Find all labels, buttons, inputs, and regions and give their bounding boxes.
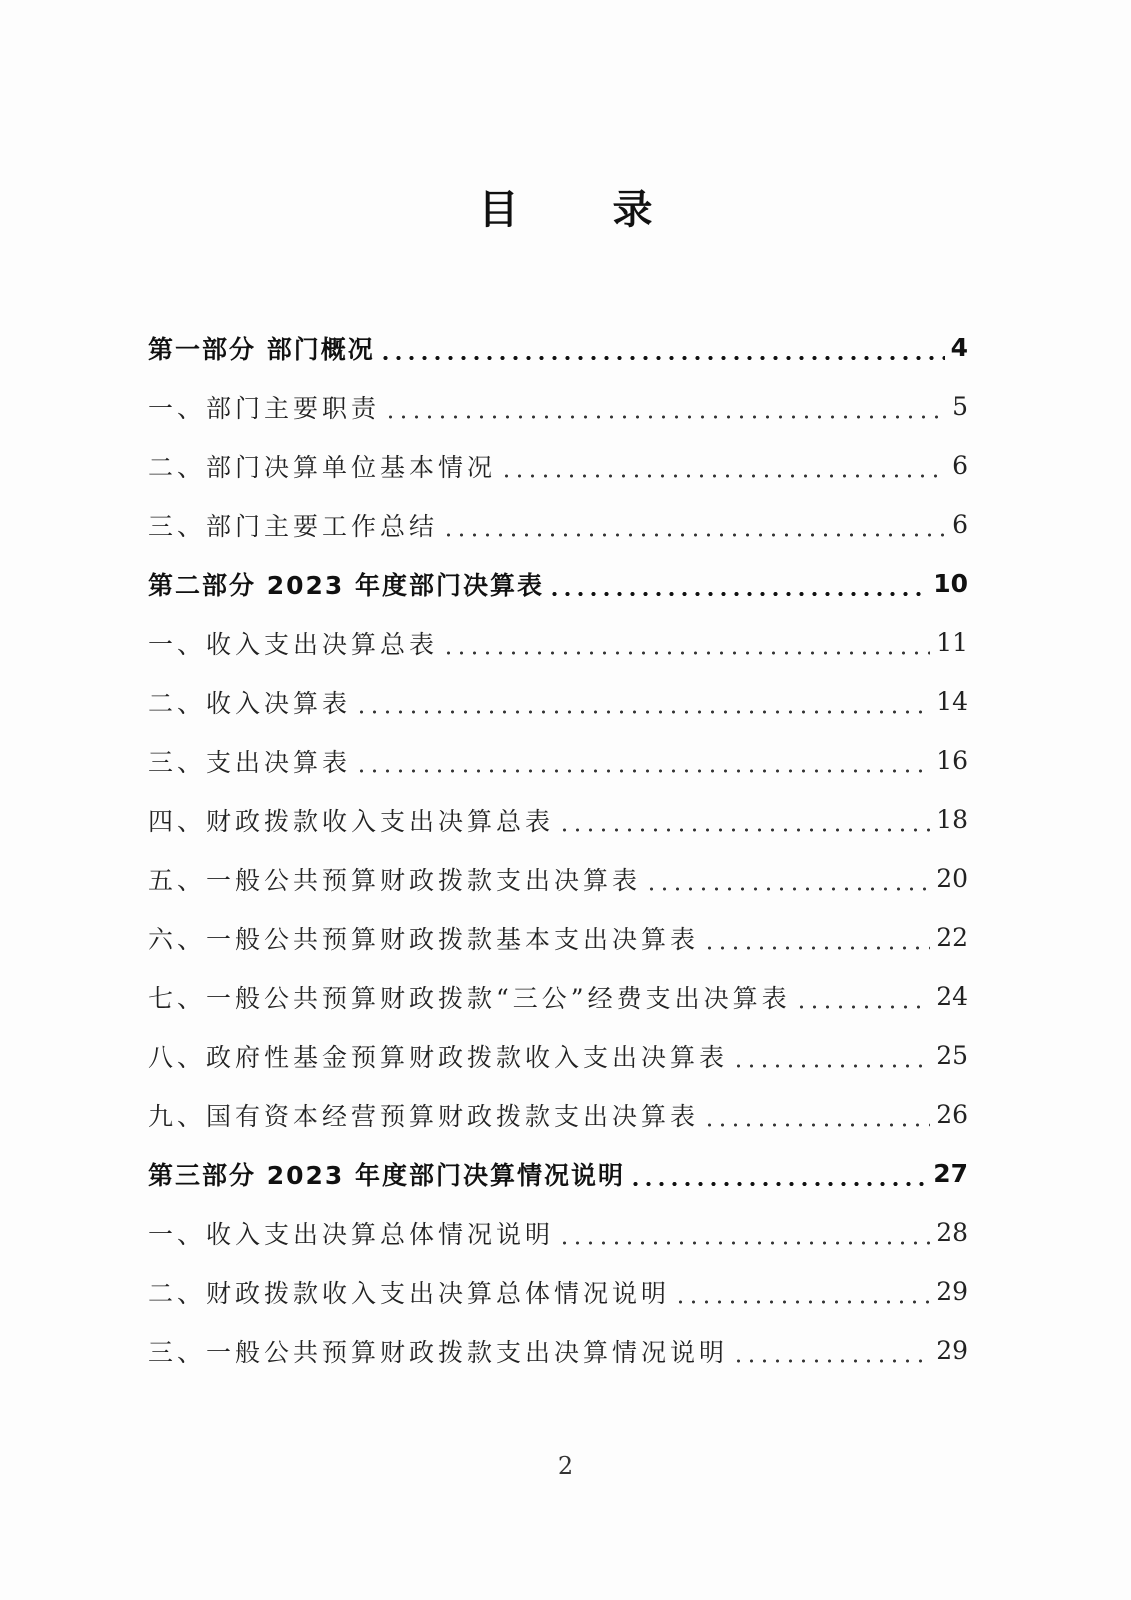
dot-leader <box>732 1358 930 1364</box>
toc-entry-page: 25 <box>936 1041 968 1070</box>
toc-entry-label: 二、收入决算表 <box>148 688 352 718</box>
dot-leader <box>355 768 930 774</box>
toc-part-heading[interactable] <box>148 318 968 377</box>
toc-item[interactable] <box>148 613 968 672</box>
toc-entry-page: 4 <box>950 333 968 362</box>
toc-item[interactable] <box>148 1203 968 1262</box>
dot-leader <box>645 886 930 892</box>
dot-leader <box>674 1299 930 1305</box>
toc-entry-page: 16 <box>936 746 968 775</box>
toc-entry-page: 6 <box>952 510 968 539</box>
toc-entry-page: 24 <box>936 982 968 1011</box>
toc-entry-page: 20 <box>936 864 968 893</box>
dot-leader <box>379 355 945 361</box>
toc-entry-label: 第三部分 2023 年度部门决算情况说明 <box>148 1160 625 1190</box>
dot-leader <box>795 1004 931 1010</box>
toc-entry-label: 一、部门主要职责 <box>148 393 381 423</box>
toc-item[interactable] <box>148 1321 968 1380</box>
toc-entry-label: 第一部分 部门概况 <box>148 334 375 364</box>
toc-item[interactable] <box>148 1085 968 1144</box>
dot-leader <box>355 709 930 715</box>
dot-leader <box>442 532 946 538</box>
toc-entry-label: 二、部门决算单位基本情况 <box>148 452 497 482</box>
toc-item[interactable] <box>148 436 968 495</box>
toc-item[interactable] <box>148 1026 968 1085</box>
toc-entry-label: 三、支出决算表 <box>148 747 352 777</box>
toc-entry-label: 三、部门主要工作总结 <box>148 511 439 541</box>
toc-entry-page: 5 <box>952 392 968 421</box>
toc-entry-page: 14 <box>936 687 968 716</box>
toc-entry-page: 26 <box>936 1100 968 1129</box>
toc-entry-page: 29 <box>936 1277 968 1306</box>
toc-item[interactable] <box>148 731 968 790</box>
toc-item[interactable] <box>148 790 968 849</box>
dot-leader <box>558 827 930 833</box>
toc-item[interactable] <box>148 377 968 436</box>
dot-leader <box>384 414 946 420</box>
dot-leader <box>442 650 930 656</box>
toc-entry-label: 六、一般公共预算财政拨款基本支出决算表 <box>148 924 700 954</box>
toc-item[interactable] <box>148 967 968 1026</box>
toc-entry-page: 28 <box>936 1218 968 1247</box>
dot-leader <box>703 945 930 951</box>
dot-leader <box>703 1122 930 1128</box>
toc-entry-page: 29 <box>936 1336 968 1365</box>
toc-entry-label: 一、收入支出决算总表 <box>148 629 439 659</box>
toc-entry-label: 七、一般公共预算财政拨款“三公”经费支出决算表 <box>148 983 791 1013</box>
toc-item[interactable] <box>148 495 968 554</box>
toc-entry-page: 11 <box>936 628 968 657</box>
dot-leader <box>558 1240 930 1246</box>
toc-item[interactable] <box>148 672 968 731</box>
toc-item[interactable] <box>148 849 968 908</box>
toc-entry-label: 九、国有资本经营预算财政拨款支出决算表 <box>148 1101 700 1131</box>
dot-leader <box>500 473 946 479</box>
toc-entry-label: 第二部分 2023 年度部门决算表 <box>148 570 544 600</box>
toc-entry-label: 八、政府性基金预算财政拨款收入支出决算表 <box>148 1042 729 1072</box>
toc-part-heading[interactable] <box>148 1144 968 1203</box>
dot-leader <box>629 1181 927 1187</box>
toc-entry-label: 三、一般公共预算财政拨款支出决算情况说明 <box>148 1337 729 1367</box>
dot-leader <box>732 1063 930 1069</box>
toc-entry-label: 五、一般公共预算财政拨款支出决算表 <box>148 865 642 895</box>
toc-entry-label: 一、收入支出决算总体情况说明 <box>148 1219 555 1249</box>
toc-entry-page: 18 <box>936 805 968 834</box>
table-of-contents <box>148 318 968 1380</box>
toc-entry-page: 22 <box>936 923 968 952</box>
toc-entry-label: 二、财政拨款收入支出决算总体情况说明 <box>148 1278 671 1308</box>
toc-entry-label: 四、财政拨款收入支出决算总表 <box>148 806 555 836</box>
dot-leader <box>548 591 927 597</box>
toc-item[interactable] <box>148 908 968 967</box>
page-number: 2 <box>557 1452 574 1480</box>
toc-part-heading[interactable] <box>148 554 968 613</box>
toc-entry-page: 10 <box>933 569 968 598</box>
toc-item[interactable] <box>148 1262 968 1321</box>
page-title: 目 录 <box>478 187 693 233</box>
toc-entry-page: 27 <box>933 1159 968 1188</box>
toc-entry-page: 6 <box>952 451 968 480</box>
